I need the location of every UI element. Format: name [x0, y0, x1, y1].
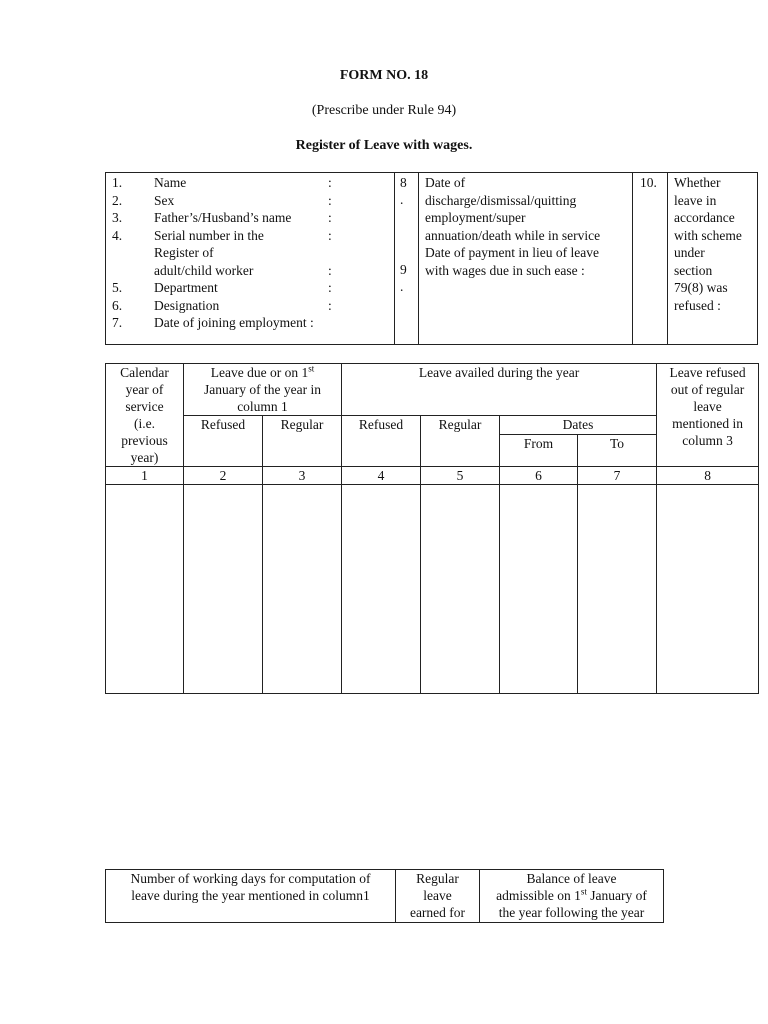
calendar-year-line: year of [125, 382, 164, 397]
header-to: To [578, 435, 657, 467]
detail-item-colon: : [328, 297, 332, 313]
entry-cell[interactable] [184, 485, 263, 694]
detail-item-label: Department [154, 280, 218, 295]
column-number: 2 [184, 467, 263, 485]
entry-cell[interactable] [263, 485, 342, 694]
leave-refused-line: column 3 [682, 433, 733, 448]
register-title: Register of Leave with wages. [295, 138, 473, 153]
header-availed-regular: Regular [421, 416, 500, 467]
header-due-regular: Regular [263, 416, 342, 467]
scheme-line: section [674, 262, 713, 278]
detail-item-label: Name [154, 175, 187, 190]
header-leave-refused [657, 364, 759, 467]
detail-item-label: Sex [154, 192, 175, 208]
column-number: 3 [263, 467, 342, 485]
entry-cell[interactable] [578, 485, 657, 694]
detail-item-label: Father’s/Husband’s name [154, 210, 292, 225]
discharge-line: with wages due in such ease : [425, 262, 585, 278]
item-8-number: 8 [400, 175, 407, 190]
header-leave-availed: Leave availed during the year [342, 364, 657, 416]
scheme-line: with scheme [674, 227, 742, 243]
column-number: 7 [578, 467, 657, 485]
leave-refused-line: mentioned in [672, 416, 743, 431]
detail-item-number: 7. [112, 315, 123, 330]
leave-summary-table [105, 869, 664, 923]
column-number: 4 [342, 467, 421, 485]
detail-item-colon: : [328, 175, 332, 190]
scheme-line: refused : [674, 297, 721, 313]
calendar-year-line: year) [130, 450, 159, 465]
entry-cell[interactable] [421, 485, 500, 694]
divider [394, 173, 395, 344]
leave-register-table [105, 363, 759, 694]
form-number: FORM NO. 18 [339, 68, 429, 83]
detail-item-label: Register of [154, 245, 214, 260]
leave-refused-line: out of regular [670, 382, 745, 397]
header-working-days: Number of working days for computation of leave during the year mentioned in column1 [106, 870, 396, 923]
entry-cell[interactable] [342, 485, 421, 694]
scheme-line: Whether [674, 175, 721, 190]
discharge-line: Date of [425, 175, 466, 190]
header-dates: Dates [500, 416, 657, 435]
employee-details-box [105, 172, 758, 345]
calendar-year-line: (i.e. [134, 416, 155, 431]
detail-item-label: adult/child worker [154, 262, 254, 278]
entry-cell[interactable] [500, 485, 578, 694]
scheme-line: under [674, 245, 705, 260]
scheme-line: accordance [674, 210, 735, 225]
detail-item-label: Date of joining employment : [154, 315, 314, 330]
column-number: 5 [421, 467, 500, 485]
header-regular-earned: Regular leave earned for [396, 870, 480, 923]
detail-item-number: 4. [112, 227, 123, 243]
header-calendar-year [106, 364, 184, 467]
header-from: From [500, 435, 578, 467]
discharge-line: discharge/dismissal/quitting [425, 192, 577, 208]
item-8-dot: . [400, 192, 404, 207]
detail-item-colon: : [328, 210, 332, 225]
detail-item-number: 5. [112, 280, 123, 295]
divider [632, 173, 633, 344]
calendar-year-line: service [125, 399, 164, 414]
calendar-year-line: previous [121, 433, 168, 448]
header-availed-refused: Refused [342, 416, 421, 467]
detail-item-number: 6. [112, 297, 123, 313]
detail-item-number: 3. [112, 210, 123, 225]
header-due-refused: Refused [184, 416, 263, 467]
column-number: 6 [500, 467, 578, 485]
calendar-year-line: Calendar [120, 365, 169, 380]
header-balance-of-leave: Balance of leave admissible on 1st January of the year following the year [480, 870, 664, 923]
entry-cell[interactable] [106, 485, 184, 694]
detail-item-colon: : [328, 280, 332, 295]
divider [418, 173, 419, 344]
leave-refused-line: leave [693, 399, 722, 414]
discharge-line: employment/super [425, 210, 526, 225]
leave-refused-line: Leave refused [669, 365, 746, 380]
column-number-row [106, 467, 759, 485]
column-number: 8 [657, 467, 759, 485]
scheme-line: leave in [674, 192, 717, 208]
scheme-line: 79(8) was [674, 280, 728, 295]
column-number: 1 [106, 467, 184, 485]
item-9-dot: . [400, 279, 404, 294]
item-9-number: 9 [400, 262, 407, 277]
blank-entry-row [106, 485, 759, 694]
entry-cell[interactable] [657, 485, 759, 694]
discharge-line: Date of payment in lieu of leave [425, 245, 599, 260]
detail-item-colon: : [328, 262, 332, 278]
rule-reference: (Prescribe under Rule 94) [311, 103, 457, 118]
detail-item-number: 1. [112, 175, 123, 190]
item-10-number: 10. [640, 175, 657, 190]
header-leave-due: Leave due or on 1st January of the year in column 1 [184, 364, 342, 416]
detail-item-number: 2. [112, 192, 123, 208]
detail-item-label: Serial number in the [154, 227, 264, 243]
discharge-line: annuation/death while in service [425, 227, 601, 243]
detail-item-colon: : [328, 227, 332, 243]
divider [667, 173, 668, 344]
detail-item-label: Designation [154, 297, 220, 313]
detail-item-colon: : [328, 192, 332, 208]
